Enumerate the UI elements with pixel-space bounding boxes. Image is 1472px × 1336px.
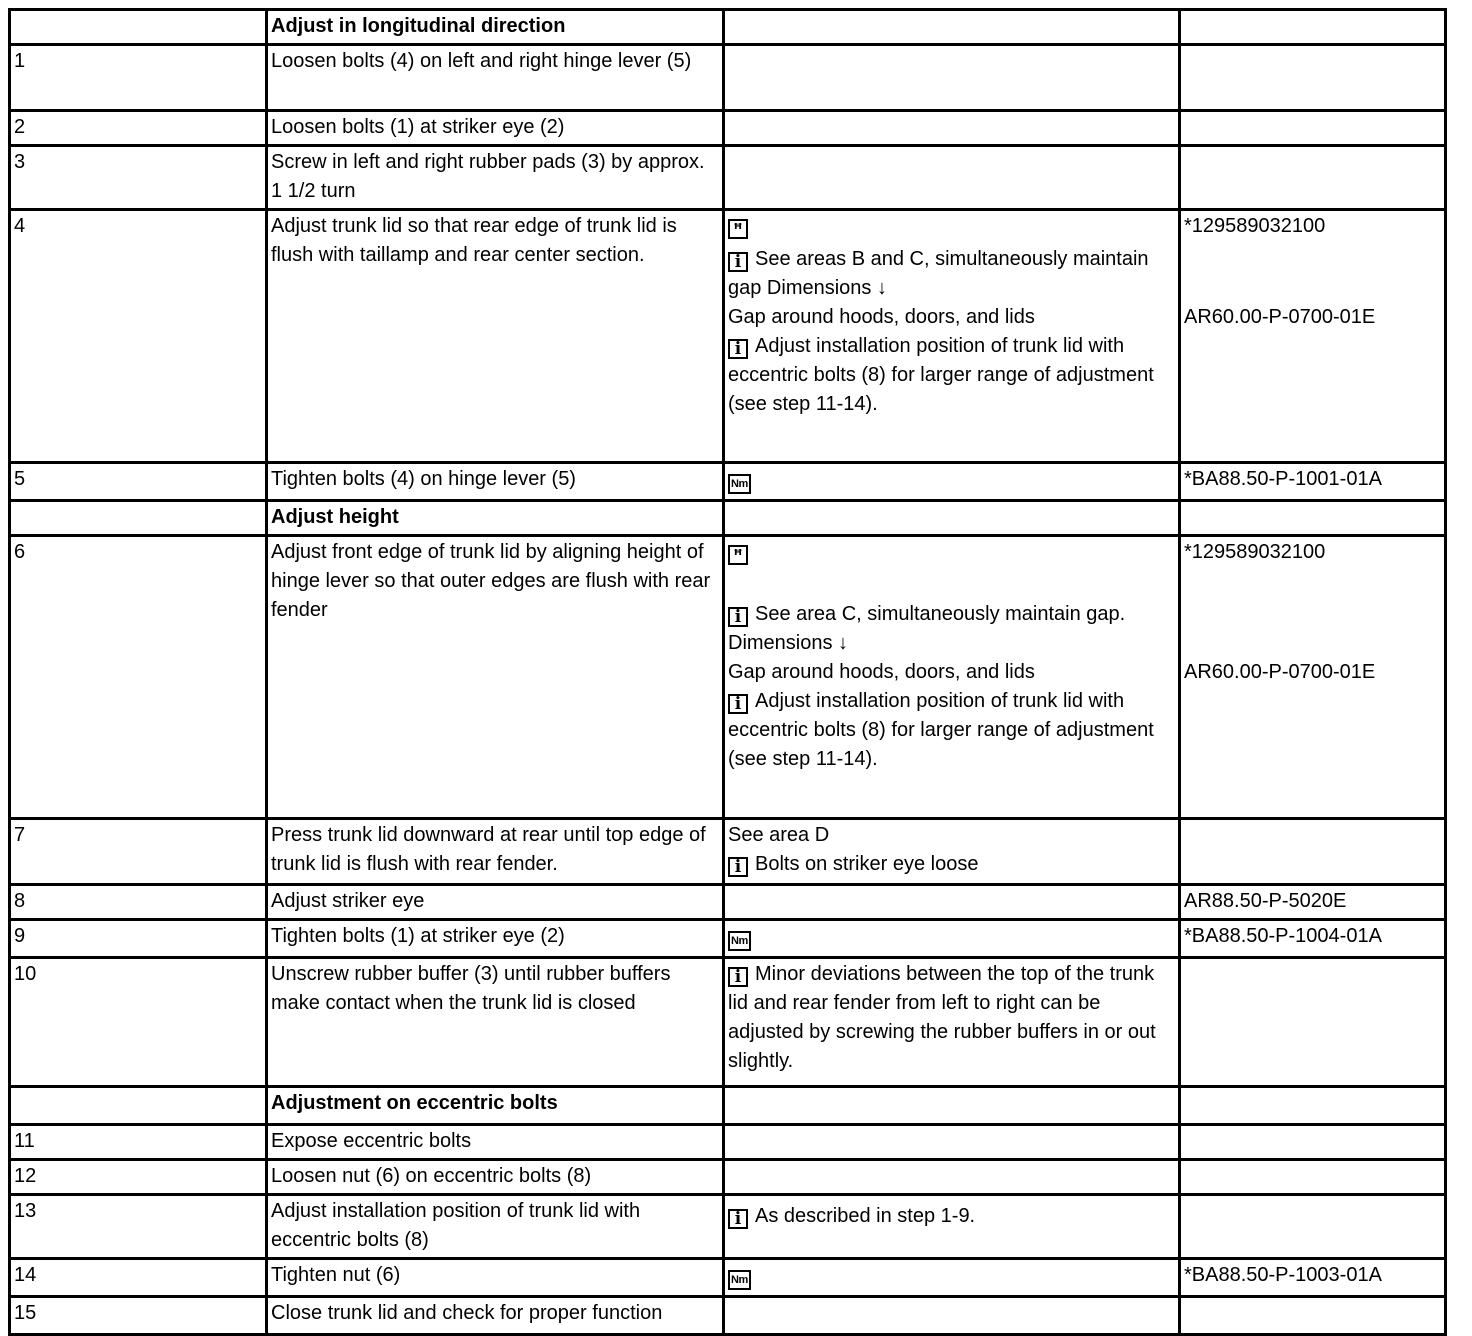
- step-number: 8: [10, 885, 267, 920]
- note-cell: [724, 958, 1180, 1087]
- note-text: See area C, simultaneously maintain gap. Dimensions ↓: [728, 603, 1126, 654]
- info-icon: i: [728, 694, 748, 714]
- reference-cell: [1180, 45, 1446, 111]
- table-row: [10, 1125, 1446, 1160]
- step-number: 2: [10, 111, 267, 146]
- reference-link[interactable]: *129589032100: [1184, 215, 1326, 237]
- note-cell: [724, 1125, 1180, 1160]
- section-heading: Adjust in longitudinal direction: [267, 10, 724, 45]
- step-text: Tighten bolts (1) at striker eye (2): [267, 920, 724, 958]
- step-text: Press trunk lid downward at rear until top edge of trunk lid is flush with rear fender.: [267, 819, 724, 885]
- table-row: [10, 1259, 1446, 1297]
- reference-cell: [1180, 10, 1446, 45]
- table-row: [10, 819, 1446, 885]
- reference-link[interactable]: *BA88.50-P-1003-01A: [1180, 1259, 1446, 1297]
- step-number: 7: [10, 819, 267, 885]
- step-text: Tighten bolts (4) on hinge lever (5): [267, 463, 724, 501]
- special-tool-icon: ꟸ: [728, 545, 748, 565]
- reference-cell: [1180, 536, 1446, 819]
- note-cell: [724, 210, 1180, 463]
- step-number: 14: [10, 1259, 267, 1297]
- note-text: See areas B and C, simultaneously maintain gap Dimensions ↓: [728, 248, 1149, 299]
- table-row: [10, 1160, 1446, 1195]
- reference-cell: [1180, 146, 1446, 210]
- table-row: [10, 10, 1446, 45]
- note-cell: [724, 146, 1180, 210]
- reference-cell: [1180, 958, 1446, 1087]
- note-text: Bolts on striker eye loose: [755, 853, 979, 875]
- procedure-table: [8, 8, 1447, 1336]
- table-row: [10, 501, 1446, 536]
- note-cell: [724, 920, 1180, 958]
- note-cell: [724, 501, 1180, 536]
- step-number: 6: [10, 536, 267, 819]
- step-number: 5: [10, 463, 267, 501]
- note-cell: [724, 10, 1180, 45]
- reference-link[interactable]: *BA88.50-P-1004-01A: [1180, 920, 1446, 958]
- step-number: 12: [10, 1160, 267, 1195]
- note-text: Gap around hoods, doors, and lids: [728, 661, 1035, 683]
- step-text: Loosen nut (6) on eccentric bolts (8): [267, 1160, 724, 1195]
- info-icon: i: [728, 607, 748, 627]
- table-row: [10, 111, 1446, 146]
- reference-cell: [1180, 210, 1446, 463]
- note-text: Adjust installation position of trunk lid with eccentric bolts (8) for larger range of adjustment: [728, 690, 1154, 741]
- table-row: [10, 210, 1446, 463]
- step-number: 9: [10, 920, 267, 958]
- reference-link[interactable]: AR60.00-P-0700-01E: [1184, 306, 1376, 328]
- step-text: Tighten nut (6): [267, 1259, 724, 1297]
- reference-cell: [1180, 1195, 1446, 1259]
- step-number: 1: [10, 45, 267, 111]
- section-heading: Adjustment on eccentric bolts: [267, 1087, 724, 1125]
- table-row: [10, 1087, 1446, 1125]
- note-cell: [724, 536, 1180, 819]
- table-row: [10, 146, 1446, 210]
- info-icon: i: [728, 857, 748, 877]
- note-cell: [724, 1259, 1180, 1297]
- note-cell: [724, 111, 1180, 146]
- step-text: Close trunk lid and check for proper function: [267, 1297, 724, 1335]
- note-text: (see step 11-14).: [728, 393, 878, 415]
- step-text: Adjust trunk lid so that rear edge of trunk lid is flush with taillamp and rear center section.: [267, 210, 724, 463]
- note-text: Adjust installation position of trunk lid with eccentric bolts (8) for larger range of adjustment: [728, 335, 1154, 386]
- reference-cell: [1180, 111, 1446, 146]
- table-row: [10, 920, 1446, 958]
- step-text: Adjust striker eye: [267, 885, 724, 920]
- note-cell: [724, 885, 1180, 920]
- reference-link[interactable]: *129589032100: [1184, 541, 1326, 563]
- table-row: [10, 536, 1446, 819]
- note-cell: [724, 1160, 1180, 1195]
- reference-link[interactable]: AR60.00-P-0700-01E: [1184, 661, 1376, 683]
- table-row: [10, 463, 1446, 501]
- table-row: [10, 885, 1446, 920]
- special-tool-icon: ꟸ: [728, 219, 748, 239]
- step-text: Loosen bolts (4) on left and right hinge lever (5): [267, 45, 724, 111]
- step-text: Unscrew rubber buffer (3) until rubber buffers make contact when the trunk lid is closed: [267, 958, 724, 1087]
- note-cell: [724, 819, 1180, 885]
- step-number: 13: [10, 1195, 267, 1259]
- table-row: [10, 958, 1446, 1087]
- reference-cell: [1180, 1297, 1446, 1335]
- note-cell: [724, 1297, 1180, 1335]
- step-number: [10, 1087, 267, 1125]
- note-cell: [724, 1195, 1180, 1259]
- torque-icon: Nm: [728, 1270, 751, 1290]
- info-icon: i: [728, 339, 748, 359]
- note-text: Gap around hoods, doors, and lids: [728, 306, 1035, 328]
- info-icon: i: [728, 252, 748, 272]
- reference-link[interactable]: *BA88.50-P-1001-01A: [1180, 463, 1446, 501]
- reference-cell: [1180, 1160, 1446, 1195]
- step-text: Screw in left and right rubber pads (3) by approx. 1 1/2 turn: [267, 146, 724, 210]
- table-row: [10, 45, 1446, 111]
- note-text: (see step 11-14).: [728, 748, 878, 770]
- note-cell: [724, 45, 1180, 111]
- step-number: [10, 10, 267, 45]
- note-text: See area D: [728, 824, 830, 846]
- step-number: 10: [10, 958, 267, 1087]
- torque-icon: Nm: [728, 931, 751, 951]
- note-text: Minor deviations between the top of the trunk lid and rear fender from left to right can be adjusted by screwing the rubber buffers in or out slightly.: [728, 963, 1156, 1072]
- step-text: Expose eccentric bolts: [267, 1125, 724, 1160]
- reference-cell: [1180, 819, 1446, 885]
- step-text: Adjust front edge of trunk lid by aligning height of hinge lever so that outer edges are flush with rear fender: [267, 536, 724, 819]
- note-cell: [724, 463, 1180, 501]
- torque-icon: Nm: [728, 474, 751, 494]
- info-icon: i: [728, 1209, 748, 1229]
- section-heading: Adjust height: [267, 501, 724, 536]
- reference-cell: [1180, 501, 1446, 536]
- step-text: Loosen bolts (1) at striker eye (2): [267, 111, 724, 146]
- step-number: 11: [10, 1125, 267, 1160]
- table-row: [10, 1195, 1446, 1259]
- note-text: As described in step 1-9.: [755, 1205, 976, 1227]
- reference-cell: [1180, 1087, 1446, 1125]
- table-row: [10, 1297, 1446, 1335]
- note-cell: [724, 1087, 1180, 1125]
- step-number: 3: [10, 146, 267, 210]
- reference-link[interactable]: AR88.50-P-5020E: [1180, 885, 1446, 920]
- step-number: 15: [10, 1297, 267, 1335]
- reference-cell: [1180, 1125, 1446, 1160]
- info-icon: i: [728, 967, 748, 987]
- step-number: 4: [10, 210, 267, 463]
- step-number: [10, 501, 267, 536]
- step-text: Adjust installation position of trunk lid with eccentric bolts (8): [267, 1195, 724, 1259]
